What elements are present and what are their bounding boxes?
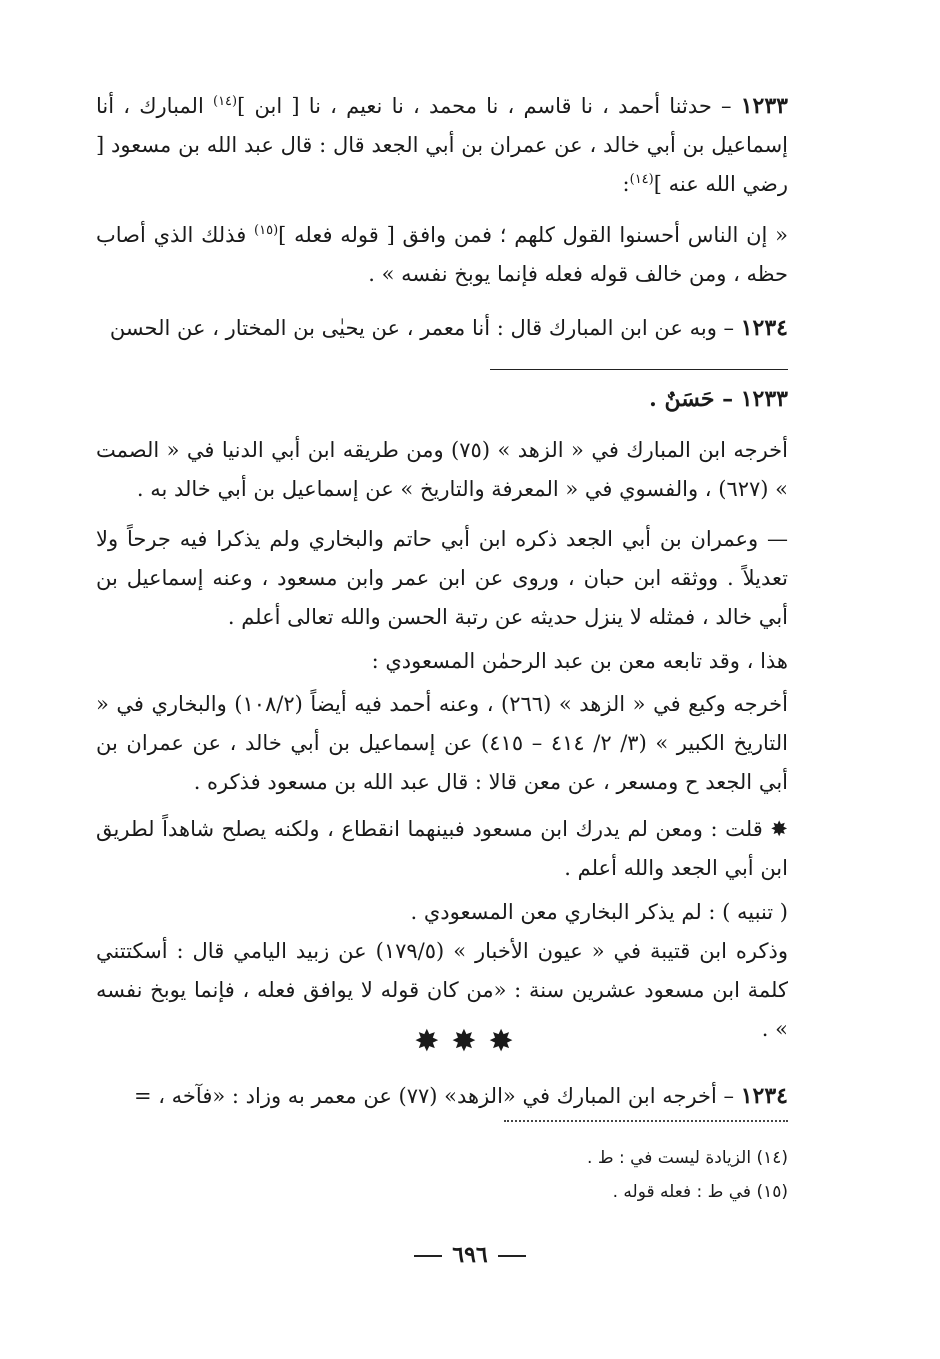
note-number: ١٢٣٤ — [740, 1083, 788, 1109]
footnote-ref: (١٥) — [254, 223, 279, 238]
note-number: ١٢٣٣ — [740, 386, 788, 412]
quote-text: « إن الناس أحسنوا القول كلهم ؛ فمن وافق [ قوله فعله ] — [278, 223, 788, 247]
note-paragraph: أخرجه ابن المبارك في « الزهد » (٧٥) ومن طريقه ابن أبي الدنيا في « الصمت » (٦٢٧) ، والفسوي في « المعرفة والتاريخ » عن إسماعيل بن أبي خالد به . — [96, 438, 788, 501]
note-text: – أخرجه ابن المبارك في «الزهد» (٧٧) عن معمر به وزاد : «فآخه ، = — [133, 1084, 741, 1108]
page-number-value: ٦٩٦ — [452, 1242, 488, 1268]
page-number-dash — [414, 1255, 442, 1257]
page-number — [0, 1240, 940, 1270]
page-number-dash — [498, 1255, 526, 1257]
note-paragraph — [96, 810, 788, 888]
hadith-1234 — [96, 309, 788, 348]
hadith-quote — [96, 216, 788, 294]
footnote-15: (١٥) في ط : فعله قوله . — [612, 1182, 788, 1202]
hadith-text: – وبه عن ابن المبارك قال : أنا معمر ، عن يحيٰى بن المختار ، عن الحسن — [109, 316, 741, 340]
note-text: قلت : ومعن لم يدرك ابن مسعود فبينهما انقطاع ، ولكنه يصلح شاهداً لطريق ابن أبي الجعد والله أعلم . — [96, 817, 788, 880]
note-heading-1234 — [96, 1077, 788, 1116]
hadith-text: – حدثنا أحمد ، نا قاسم ، نا محمد ، نا نعيم ، نا [ ابن ] — [237, 94, 741, 118]
star-icon: ✸ — [770, 817, 788, 841]
hadith-1233 — [96, 87, 788, 204]
footnote-divider — [504, 1120, 788, 1122]
note-paragraph: هذا ، وقد تابعه معن بن عبد الرحمٰن المسعودي : — [371, 649, 788, 673]
note-heading-1233 — [96, 380, 788, 419]
note-paragraph: ( تنبيه ) : لم يذكر البخاري معن المسعودي . — [410, 900, 788, 924]
footnote-ref: (١٤) — [212, 94, 238, 109]
footnote-ref: (١٤) — [629, 172, 654, 187]
note-paragraph: أخرجه وكيع في « الزهد » (٢٦٦) ، وعنه أحمد فيه أيضاً (١٠٨/٢) والبخاري في « التاريخ الكبير » (٣/ ٢/ ٤١٤ – ٤١٥) عن إسماعيل بن أبي خالد ، عن عمران بن أبي الجعد ح ومسعر ، عن معن قالا : قال عبد الله بن مسعود فذكره . — [96, 692, 788, 794]
note-paragraph: وذكره ابن قتيبة في « عيون الأخبار » (١٧٩/٥) عن زبيد اليامي قال : أسكتتني كلمة ابن مسعود عشرين سنة : «من كان قوله لا يوافق فعله ، فإنما يوبخ نفسه » . — [96, 939, 788, 1041]
hadith-number: ١٢٣٣ — [740, 93, 788, 119]
note-paragraph: — وعمران بن أبي الجعد ذكره ابن أبي حاتم والبخاري ولم يذكرا فيه جرحاً ولا تعديلاً . ووثقه ابن حبان ، وروى عن ابن عمر وابن مسعود ، وعنه إسماعيل بن أبي خالد ، فمثله لا ينزل حديثه عن رتبة الحسن والله تعالى أعلم . — [96, 527, 788, 629]
section-separator: ✸✸✸ — [414, 1024, 526, 1059]
footnote-14: (١٤) الزيادة ليست في : ط . — [587, 1148, 788, 1168]
quote-text: فذلك الذي أصاب حظه ، ومن خالف قوله فعله فإنما يوبخ نفسه » . — [96, 223, 788, 286]
hadith-text: المبارك ، أنا إسماعيل بن أبي خالد ، عن عمران بن أبي الجعد قال : قال عبد الله بن مسعود [ رضي الله عنه ] — [96, 94, 788, 196]
hadith-number: ١٢٣٤ — [740, 315, 788, 341]
note-grade: – حَسَنٌ . — [649, 386, 741, 412]
notes-divider — [490, 369, 788, 370]
hadith-text: : — [622, 172, 630, 196]
